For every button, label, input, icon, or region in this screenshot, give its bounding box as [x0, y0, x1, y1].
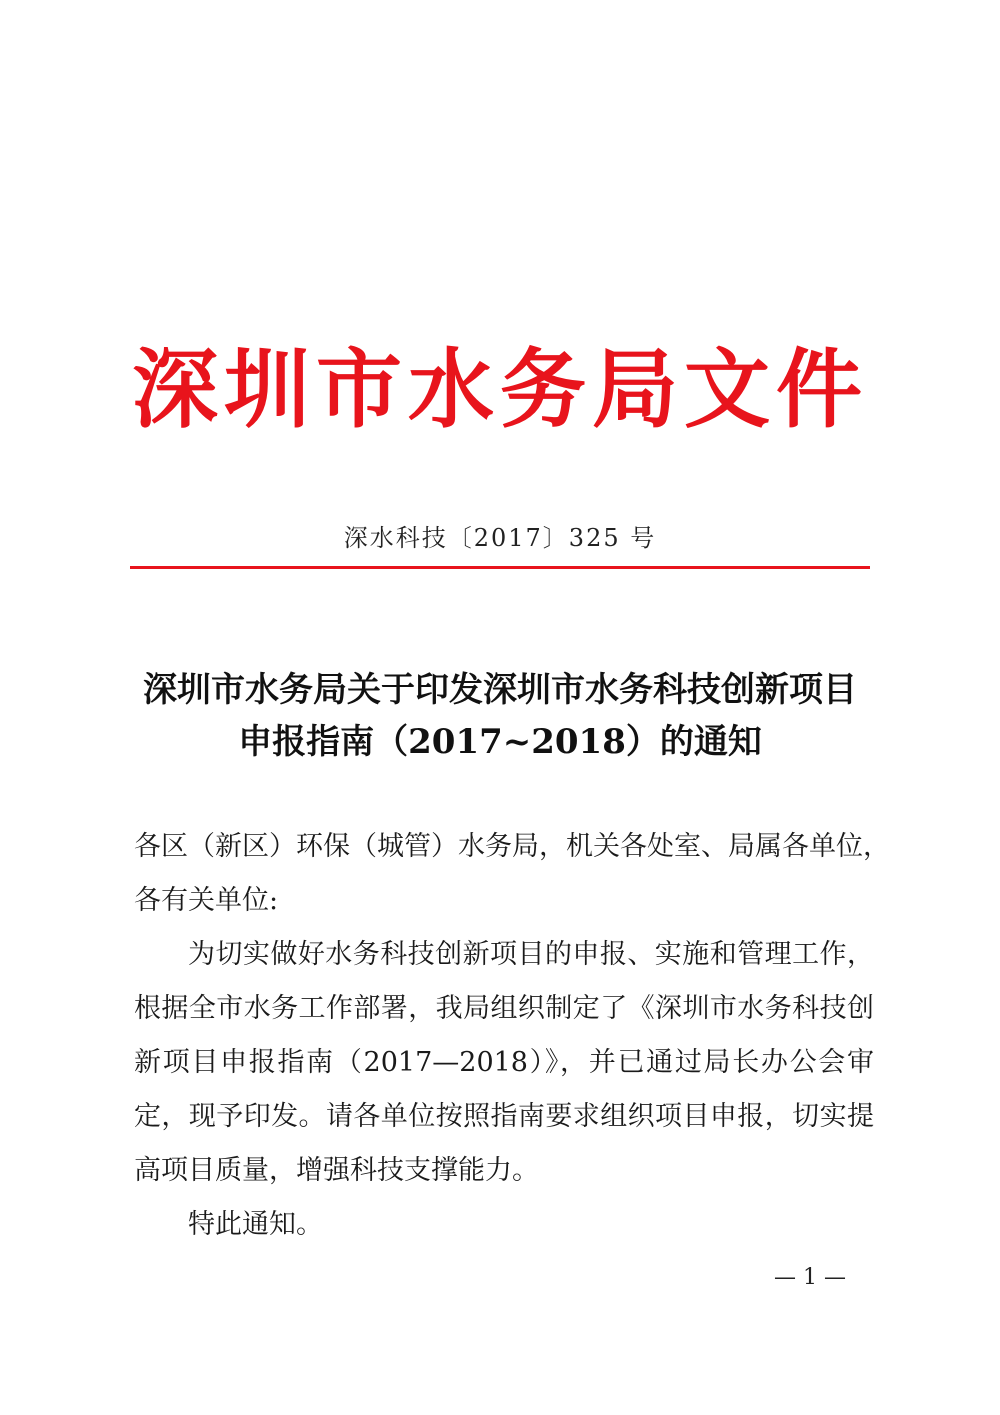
document-title-line-2: 申报指南（2017~2018）的通知	[238, 722, 762, 762]
document-title	[120, 664, 880, 768]
body-paragraph: 为切实做好水务科技创新项目的申报、实施和管理工作，根据全市水务工作部署，我局组织制定了《深圳市水务科技创新项目申报指南（2017—2018）》，并已通过局长办公会审定，现予印发。请各单位按照指南要求组织项目申报，切实提高项目质量，增强科技支撑能力。	[134, 939, 874, 1186]
document-body	[134, 820, 890, 1252]
red-divider-line	[130, 566, 870, 569]
salutation-line-2: 各有关单位:	[134, 885, 279, 916]
document-title-line-1: 深圳市水务局关于印发深圳市水务科技创新项目	[143, 670, 857, 710]
document-number: 深水科技〔2017〕325 号	[343, 524, 657, 552]
salutation-line-1: 各区（新区）环保（城管）水务局，机关各处室、局属各单位，	[134, 831, 890, 862]
page-number: — 1 —	[774, 1265, 846, 1290]
masthead-title: 深圳市水务局文件	[132, 339, 868, 440]
salutation	[134, 820, 890, 928]
closing-line: 特此通知。	[188, 1209, 323, 1240]
